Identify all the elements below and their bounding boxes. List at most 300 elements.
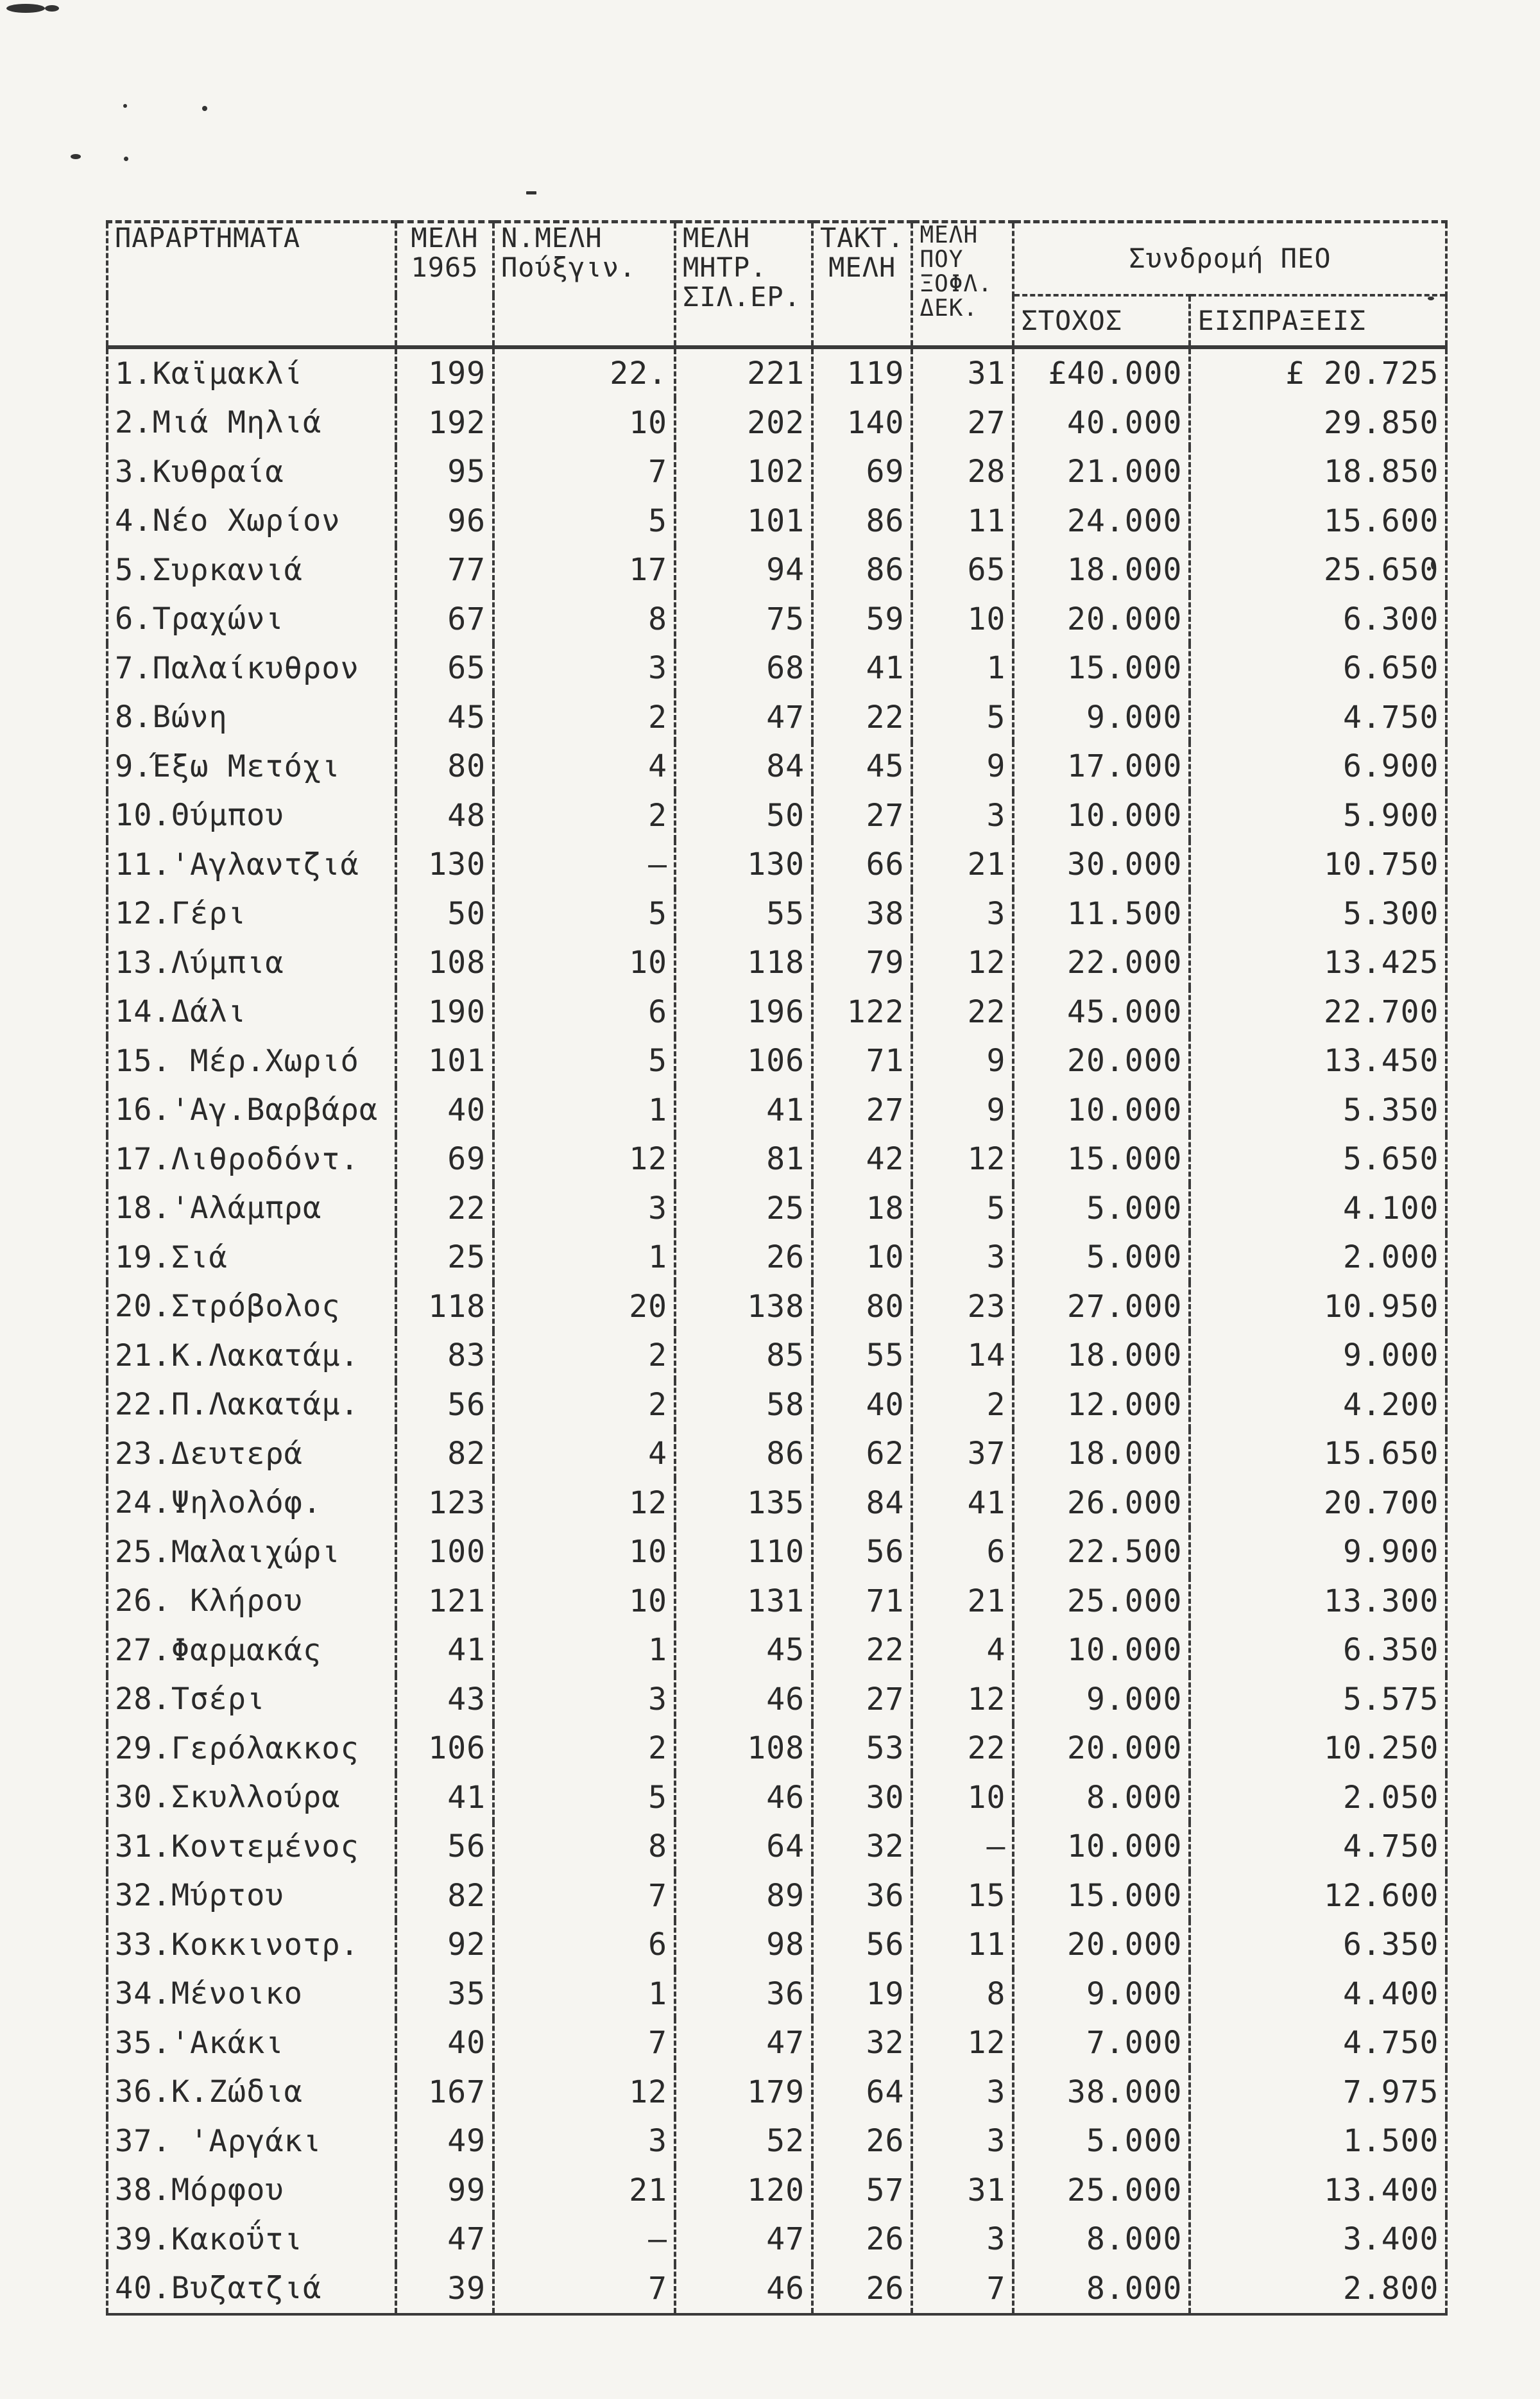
cell-target: 27.000	[1013, 1282, 1190, 1332]
cell-target: 20.000	[1013, 1920, 1190, 1970]
cell-new-members: 4	[493, 1429, 675, 1479]
cell-new-members: 1	[493, 1086, 675, 1135]
cell-receipts: 4.750	[1190, 2018, 1446, 2068]
cell-regular-members: 62	[812, 1429, 912, 1479]
cell-members-1965: 118	[396, 1282, 493, 1332]
cell-new-members: 6	[493, 988, 675, 1037]
table-row	[107, 1920, 1446, 1970]
cell-place: 8.Βώνη	[107, 693, 396, 743]
cell-new-members: 1	[493, 1626, 675, 1675]
header-target: ΣΤΟΧΟΣ	[1013, 295, 1190, 347]
cell-regular-members: 64	[812, 2068, 912, 2117]
cell-members-mitr: 84	[675, 742, 812, 791]
cell-members-mitr: 102	[675, 447, 812, 497]
cell-place: 22.Π.Λακατάμ.	[107, 1380, 396, 1430]
cell-target: 5.000	[1013, 2117, 1190, 2166]
cell-members-mitr: 108	[675, 1724, 812, 1773]
cell-place: 11.'Αγλαντζιά	[107, 840, 396, 890]
cell-members-mitr: 85	[675, 1331, 812, 1380]
cell-receipts: 12.600	[1190, 1871, 1446, 1921]
cell-regular-members: 22	[812, 693, 912, 743]
cell-new-members: 2	[493, 1724, 675, 1773]
cell-target: 38.000	[1013, 2068, 1190, 2117]
cell-new-members: 10	[493, 399, 675, 448]
table-row	[107, 1527, 1446, 1577]
cell-place: 15. Μέρ.Χωριό	[107, 1036, 396, 1086]
cell-new-members: 6	[493, 1920, 675, 1970]
cell-members-sofl: 10	[912, 595, 1013, 644]
cell-target: 9.000	[1013, 693, 1190, 743]
cell-members-sofl: 23	[912, 1282, 1013, 1332]
cell-target: £40.000	[1013, 347, 1190, 399]
cell-members-mitr: 36	[675, 1970, 812, 2019]
cell-receipts: 4.750	[1190, 1822, 1446, 1871]
cell-members-1965: 95	[396, 447, 493, 497]
cell-members-1965: 49	[396, 2117, 493, 2166]
table-row	[107, 988, 1446, 1037]
cell-place: 6.Τραχώνι	[107, 595, 396, 644]
cell-target: 10.000	[1013, 1086, 1190, 1135]
table-row	[107, 1871, 1446, 1921]
cell-members-mitr: 52	[675, 2117, 812, 2166]
cell-regular-members: 86	[812, 546, 912, 595]
cell-members-sofl: 12	[912, 2018, 1013, 2068]
cell-receipts: 10.950	[1190, 1282, 1446, 1332]
cell-place: 17.Λιθροδόντ.	[107, 1135, 396, 1184]
cell-target: 40.000	[1013, 399, 1190, 448]
cell-place: 27.Φαρμακάς	[107, 1626, 396, 1675]
cell-regular-members: 69	[812, 447, 912, 497]
cell-target: 21.000	[1013, 447, 1190, 497]
cell-members-mitr: 131	[675, 1577, 812, 1626]
cell-members-sofl: 2	[912, 1380, 1013, 1430]
cell-receipts: 13.450	[1190, 1036, 1446, 1086]
cell-members-sofl: 27	[912, 399, 1013, 448]
cell-members-1965: 41	[396, 1773, 493, 1823]
table-row	[107, 890, 1446, 939]
cell-new-members: 3	[493, 644, 675, 693]
cell-regular-members: 140	[812, 399, 912, 448]
cell-receipts: 2.000	[1190, 1233, 1446, 1282]
cell-place: 39.Κακοΰτι	[107, 2215, 396, 2264]
cell-members-1965: 40	[396, 2018, 493, 2068]
cell-regular-members: 40	[812, 1380, 912, 1430]
cell-new-members: 3	[493, 1675, 675, 1724]
table-row	[107, 1970, 1446, 2019]
cell-members-1965: 199	[396, 347, 493, 399]
cell-members-1965: 22	[396, 1184, 493, 1234]
cell-regular-members: 10	[812, 1233, 912, 1282]
cell-members-mitr: 47	[675, 2215, 812, 2264]
cell-target: 10.000	[1013, 1822, 1190, 1871]
cell-members-mitr: 55	[675, 890, 812, 939]
cell-target: 17.000	[1013, 742, 1190, 791]
cell-members-sofl: 4	[912, 1626, 1013, 1675]
cell-target: 5.000	[1013, 1184, 1190, 1234]
cell-receipts: 5.650	[1190, 1135, 1446, 1184]
cell-receipts: 22.700	[1190, 988, 1446, 1037]
table-row	[107, 1086, 1446, 1135]
cell-members-sofl: 6	[912, 1527, 1013, 1577]
cell-members-mitr: 46	[675, 1675, 812, 1724]
cell-receipts: 4.200	[1190, 1380, 1446, 1430]
cell-members-sofl: 8	[912, 1970, 1013, 2019]
cell-members-sofl: 28	[912, 447, 1013, 497]
cell-target: 10.000	[1013, 1626, 1190, 1675]
cell-members-sofl: 65	[912, 546, 1013, 595]
cell-target: 11.500	[1013, 890, 1190, 939]
cell-receipts: 5.350	[1190, 1086, 1446, 1135]
cell-regular-members: 42	[812, 1135, 912, 1184]
cell-new-members: 10	[493, 1527, 675, 1577]
cell-receipts: 4.100	[1190, 1184, 1446, 1234]
cell-new-members: 12	[493, 1479, 675, 1528]
table-row	[107, 595, 1446, 644]
header-members-mitr: ΜΕΛΗ ΜΗΤΡ. ΣΙΛ.ΕΡ.	[675, 222, 812, 348]
cell-members-1965: 82	[396, 1871, 493, 1921]
cell-place: 35.'Ακάκι	[107, 2018, 396, 2068]
cell-new-members: –	[493, 840, 675, 890]
cell-members-mitr: 26	[675, 1233, 812, 1282]
cell-new-members: 22.	[493, 347, 675, 399]
cell-members-1965: 67	[396, 595, 493, 644]
cell-members-mitr: 25	[675, 1184, 812, 1234]
cell-regular-members: 53	[812, 1724, 912, 1773]
cell-regular-members: 71	[812, 1577, 912, 1626]
cell-place: 32.Μύρτου	[107, 1871, 396, 1921]
cell-members-mitr: 89	[675, 1871, 812, 1921]
cell-members-sofl: 12	[912, 938, 1013, 988]
table-row	[107, 399, 1446, 448]
cell-place: 28.Τσέρι	[107, 1675, 396, 1724]
cell-members-mitr: 202	[675, 399, 812, 448]
cell-new-members: 7	[493, 2018, 675, 2068]
cell-receipts: 18.850	[1190, 447, 1446, 497]
cell-members-mitr: 110	[675, 1527, 812, 1577]
cell-target: 15.000	[1013, 1871, 1190, 1921]
table-row	[107, 1135, 1446, 1184]
cell-regular-members: 119	[812, 347, 912, 399]
cell-receipts: 2.050	[1190, 1773, 1446, 1823]
table-row	[107, 1675, 1446, 1724]
cell-target: 18.000	[1013, 1331, 1190, 1380]
table-row	[107, 1773, 1446, 1823]
cell-receipts: 29.850	[1190, 399, 1446, 448]
cell-members-1965: 65	[396, 644, 493, 693]
cell-members-1965: 121	[396, 1577, 493, 1626]
table-row	[107, 1233, 1446, 1282]
cell-place: 40.Βυζατζιά	[107, 2264, 396, 2315]
table-row	[107, 1577, 1446, 1626]
cell-members-mitr: 221	[675, 347, 812, 399]
cell-place: 4.Νέο Χωρίον	[107, 497, 396, 546]
cell-place: 30.Σκυλλούρα	[107, 1773, 396, 1823]
cell-members-1965: 130	[396, 840, 493, 890]
cell-receipts: 10.750	[1190, 840, 1446, 890]
cell-target: 22.500	[1013, 1527, 1190, 1577]
cell-members-sofl: 5	[912, 693, 1013, 743]
table-row	[107, 2018, 1446, 2068]
cell-members-sofl: 3	[912, 791, 1013, 841]
cell-members-1965: 83	[396, 1331, 493, 1380]
cell-new-members: 12	[493, 1135, 675, 1184]
cell-members-1965: 43	[396, 1675, 493, 1724]
cell-target: 20.000	[1013, 1036, 1190, 1086]
cell-members-1965: 167	[396, 2068, 493, 2117]
header-new-members: Ν.ΜΕΛΗ Πούξγιν.	[493, 222, 675, 348]
cell-members-mitr: 46	[675, 1773, 812, 1823]
table-row	[107, 1822, 1446, 1871]
cell-new-members: 12	[493, 2068, 675, 2117]
cell-members-mitr: 130	[675, 840, 812, 890]
table-row	[107, 497, 1446, 546]
cell-new-members: 5	[493, 497, 675, 546]
table-row	[107, 1429, 1446, 1479]
cell-members-sofl: 9	[912, 1036, 1013, 1086]
cell-regular-members: 59	[812, 595, 912, 644]
cell-new-members: 3	[493, 2117, 675, 2166]
cell-members-1965: 48	[396, 791, 493, 841]
cell-new-members: 1	[493, 1233, 675, 1282]
cell-new-members: 20	[493, 1282, 675, 1332]
cell-new-members: 10	[493, 1577, 675, 1626]
cell-target: 18.000	[1013, 1429, 1190, 1479]
cell-receipts: 6.900	[1190, 742, 1446, 791]
cell-place: 31.Κοντεμένος	[107, 1822, 396, 1871]
cell-receipts: 13.400	[1190, 2166, 1446, 2215]
cell-members-1965: 80	[396, 742, 493, 791]
cell-regular-members: 86	[812, 497, 912, 546]
table-row	[107, 1331, 1446, 1380]
cell-members-sofl: 10	[912, 1773, 1013, 1823]
cell-receipts: 9.900	[1190, 1527, 1446, 1577]
cell-place: 18.'Αλάμπρα	[107, 1184, 396, 1234]
cell-place: 23.Δευτερά	[107, 1429, 396, 1479]
cell-members-mitr: 94	[675, 546, 812, 595]
cell-regular-members: 36	[812, 1871, 912, 1921]
cell-place: 38.Μόρφου	[107, 2166, 396, 2215]
cell-members-1965: 190	[396, 988, 493, 1037]
cell-members-mitr: 86	[675, 1429, 812, 1479]
cell-members-1965: 35	[396, 1970, 493, 2019]
cell-place: 33.Κοκκινοτρ.	[107, 1920, 396, 1970]
table-row	[107, 1380, 1446, 1430]
cell-regular-members: 80	[812, 1282, 912, 1332]
cell-target: 45.000	[1013, 988, 1190, 1037]
cell-place: 10.Θύμπου	[107, 791, 396, 841]
cell-members-mitr: 47	[675, 2018, 812, 2068]
table-row	[107, 1479, 1446, 1528]
cell-target: 8.000	[1013, 2264, 1190, 2315]
cell-regular-members: 26	[812, 2117, 912, 2166]
cell-members-sofl: 9	[912, 1086, 1013, 1135]
cell-new-members: 2	[493, 791, 675, 841]
table-row	[107, 2264, 1446, 2315]
cell-regular-members: 32	[812, 1822, 912, 1871]
cell-new-members: 3	[493, 1184, 675, 1234]
cell-receipts: 2.800	[1190, 2264, 1446, 2315]
cell-regular-members: 71	[812, 1036, 912, 1086]
cell-target: 8.000	[1013, 2215, 1190, 2264]
cell-target: 26.000	[1013, 1479, 1190, 1528]
header-receipts: ΕΙΣΠΡΑΞΕΙΣ	[1190, 295, 1446, 347]
cell-receipts: 1.500	[1190, 2117, 1446, 2166]
cell-new-members: 7	[493, 447, 675, 497]
cell-members-sofl: 11	[912, 1920, 1013, 1970]
cell-members-1965: 40	[396, 1086, 493, 1135]
cell-target: 25.000	[1013, 1577, 1190, 1626]
cell-members-sofl: 3	[912, 2117, 1013, 2166]
cell-target: 18.000	[1013, 546, 1190, 595]
cell-target: 7.000	[1013, 2018, 1190, 2068]
cell-members-1965: 99	[396, 2166, 493, 2215]
cell-members-1965: 41	[396, 1626, 493, 1675]
table-row	[107, 546, 1446, 595]
cell-members-1965: 69	[396, 1135, 493, 1184]
cell-members-sofl: 22	[912, 988, 1013, 1037]
cell-receipts: 15.650	[1190, 1429, 1446, 1479]
cell-receipts: 15.600	[1190, 497, 1446, 546]
table-row	[107, 1724, 1446, 1773]
cell-members-1965: 92	[396, 1920, 493, 1970]
cell-members-sofl: 7	[912, 2264, 1013, 2315]
cell-place: 16.'Αγ.Βαρβάρα	[107, 1086, 396, 1135]
cell-new-members: 1	[493, 1970, 675, 2019]
cell-target: 9.000	[1013, 1675, 1190, 1724]
cell-members-mitr: 68	[675, 644, 812, 693]
cell-new-members: 4	[493, 742, 675, 791]
cell-target: 22.000	[1013, 938, 1190, 988]
cell-target: 15.000	[1013, 1135, 1190, 1184]
cell-place: 20.Στρόβολος	[107, 1282, 396, 1332]
header-subscription: Συνδρομή ΠΕΟ	[1013, 222, 1446, 296]
cell-regular-members: 27	[812, 791, 912, 841]
cell-receipts: 9.000	[1190, 1331, 1446, 1380]
cell-regular-members: 32	[812, 2018, 912, 2068]
header-place: ΠΑΡΑΡΤΗΜΑΤΑ	[107, 222, 396, 348]
cell-members-mitr: 101	[675, 497, 812, 546]
cell-members-sofl: 37	[912, 1429, 1013, 1479]
cell-members-sofl: 15	[912, 1871, 1013, 1921]
cell-regular-members: 79	[812, 938, 912, 988]
cell-target: 12.000	[1013, 1380, 1190, 1430]
cell-members-mitr: 196	[675, 988, 812, 1037]
cell-place: 14.Δάλι	[107, 988, 396, 1037]
cell-members-sofl: 21	[912, 840, 1013, 890]
cell-place: 2.Μιά Μηλιά	[107, 399, 396, 448]
cell-regular-members: 84	[812, 1479, 912, 1528]
cell-members-mitr: 45	[675, 1626, 812, 1675]
cell-members-mitr: 41	[675, 1086, 812, 1135]
cell-members-1965: 39	[396, 2264, 493, 2315]
cell-target: 10.000	[1013, 791, 1190, 841]
cell-regular-members: 26	[812, 2215, 912, 2264]
cell-members-sofl: 12	[912, 1135, 1013, 1184]
header-members-sofl: ΜΕΛΗ ΠΟΥ ΞΟΦΛ. ΔΕΚ.	[912, 222, 1013, 348]
table-row	[107, 1282, 1446, 1332]
cell-members-1965: 56	[396, 1822, 493, 1871]
cell-members-sofl: 1	[912, 644, 1013, 693]
cell-new-members: 5	[493, 1036, 675, 1086]
cell-receipts: 13.425	[1190, 938, 1446, 988]
table-row	[107, 742, 1446, 791]
cell-members-1965: 123	[396, 1479, 493, 1528]
cell-target: 15.000	[1013, 644, 1190, 693]
cell-members-sofl: 3	[912, 1233, 1013, 1282]
table-row	[107, 447, 1446, 497]
cell-members-mitr: 106	[675, 1036, 812, 1086]
cell-members-sofl: –	[912, 1822, 1013, 1871]
cell-target: 24.000	[1013, 497, 1190, 546]
cell-members-sofl: 11	[912, 497, 1013, 546]
cell-new-members: 8	[493, 595, 675, 644]
cell-new-members: 17	[493, 546, 675, 595]
cell-members-mitr: 47	[675, 693, 812, 743]
cell-members-1965: 45	[396, 693, 493, 743]
cell-place: 29.Γερόλακκος	[107, 1724, 396, 1773]
cell-receipts: 13.300	[1190, 1577, 1446, 1626]
cell-members-1965: 96	[396, 497, 493, 546]
cell-target: 20.000	[1013, 595, 1190, 644]
cell-regular-members: 30	[812, 1773, 912, 1823]
cell-receipts: 6.350	[1190, 1920, 1446, 1970]
cell-regular-members: 57	[812, 2166, 912, 2215]
cell-place: 34.Μένοικο	[107, 1970, 396, 2019]
cell-members-1965: 82	[396, 1429, 493, 1479]
cell-members-sofl: 14	[912, 1331, 1013, 1380]
cell-members-mitr: 118	[675, 938, 812, 988]
table-row	[107, 840, 1446, 890]
cell-place: 26. Κλήρου	[107, 1577, 396, 1626]
cell-receipts: 6.650	[1190, 644, 1446, 693]
cell-members-sofl: 3	[912, 2215, 1013, 2264]
cell-receipts: 3.400	[1190, 2215, 1446, 2264]
header-regular-members: ΤΑΚΤ. ΜΕΛΗ	[812, 222, 912, 348]
cell-members-sofl: 31	[912, 2166, 1013, 2215]
cell-regular-members: 45	[812, 742, 912, 791]
cell-regular-members: 27	[812, 1086, 912, 1135]
cell-place: 21.Κ.Λακατάμ.	[107, 1331, 396, 1380]
table-row	[107, 347, 1446, 399]
cell-new-members: 8	[493, 1822, 675, 1871]
cell-new-members: 5	[493, 890, 675, 939]
cell-place: 5.Συρκανιά	[107, 546, 396, 595]
cell-place: 36.Κ.Ζώδια	[107, 2068, 396, 2117]
cell-regular-members: 22	[812, 1626, 912, 1675]
cell-members-1965: 100	[396, 1527, 493, 1577]
cell-regular-members: 18	[812, 1184, 912, 1234]
cell-target: 5.000	[1013, 1233, 1190, 1282]
cell-regular-members: 56	[812, 1527, 912, 1577]
cell-place: 9.Έξω Μετόχι	[107, 742, 396, 791]
cell-members-sofl: 31	[912, 347, 1013, 399]
cell-receipts: 5.575	[1190, 1675, 1446, 1724]
cell-regular-members: 26	[812, 2264, 912, 2315]
cell-regular-members: 55	[812, 1331, 912, 1380]
cell-target: 9.000	[1013, 1970, 1190, 2019]
cell-new-members: 7	[493, 2264, 675, 2315]
cell-receipts: 5.900	[1190, 791, 1446, 841]
cell-place: 12.Γέρι	[107, 890, 396, 939]
cell-receipts: 7.975	[1190, 2068, 1446, 2117]
cell-members-mitr: 135	[675, 1479, 812, 1528]
cell-regular-members: 41	[812, 644, 912, 693]
cell-new-members: 2	[493, 1331, 675, 1380]
cell-members-mitr: 98	[675, 1920, 812, 1970]
cell-new-members: –	[493, 2215, 675, 2264]
cell-members-1965: 77	[396, 546, 493, 595]
cell-regular-members: 19	[812, 1970, 912, 2019]
